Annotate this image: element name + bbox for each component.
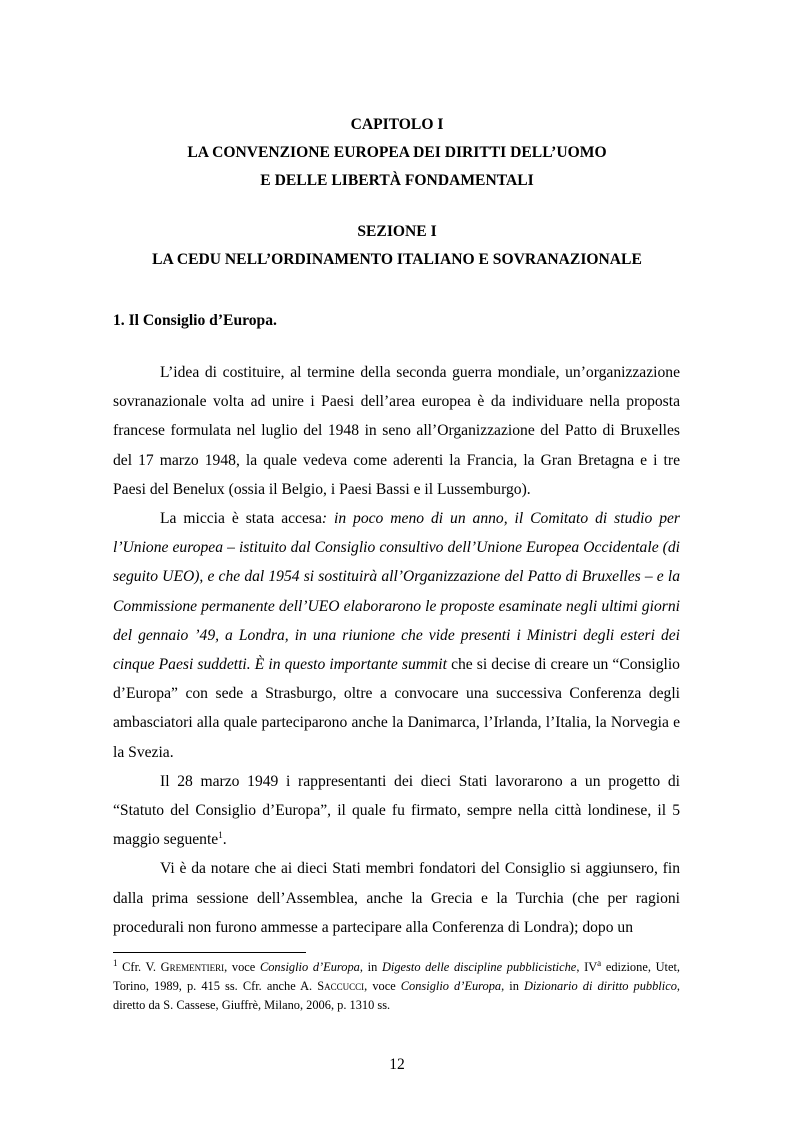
entry-title: Consiglio d’Europa (259, 960, 360, 974)
paragraph-2-part-a: La miccia è stata accesa (160, 510, 322, 528)
section-title: LA CEDU NELL’ORDINAMENTO ITALIANO E SOVRANAZIONALE (152, 251, 642, 268)
paragraph-3-text: Il 28 marzo 1949 i rappresentanti dei dieci Stati lavorarono a un progetto di “Statuto del Consiglio d’Europa”, il quale fu firmato, sempre nella città londinese, il 5 maggio seguente (113, 772, 680, 849)
footnote-text: Cfr. V. G (117, 960, 170, 974)
paragraph-3 (113, 767, 680, 855)
chapter-heading-block (0, 111, 794, 274)
footnote-text: , in (501, 979, 524, 993)
author-grementieri: rementieri (169, 960, 225, 974)
entry-title: Consiglio d’Europa (400, 979, 502, 993)
footnote-text: , voce (364, 979, 401, 993)
footnote-number: 1 (113, 957, 118, 968)
paragraph-2-part-b: : in poco meno di un anno, il Comitato di studio per l’Unione europea – istituito dal Consiglio consultivo dell’Unione Europea Occidentale (di seguito UEO), e che dal 1954 si sostituirà all’Organizzazione del Patto di Bruxelles – e la Commissione permanente dell’UEO elaborarono le proposte esaminate negli ultimi giorni del gennaio ’49, a Londra, in una riunione che vide presenti i Ministri degli esteri dei cinque Paesi suddetti. È in questo importante (113, 510, 680, 674)
footnote-text: edizione, Utet, Torino, 1989, p. 415 ss. Cfr. anche A. S (113, 960, 681, 993)
footnote-1 (113, 958, 680, 1015)
section-label: SEZIONE I (357, 223, 437, 240)
author-saccucci: accucci (324, 979, 365, 993)
footnote-separator (113, 952, 306, 953)
work-title-digesto: Digesto delle discipline pubblicistiche (381, 960, 577, 974)
chapter-title-line-1: LA CONVENZIONE EUROPEA DEI DIRITTI DELL’UOMO (187, 144, 607, 161)
paragraph-2-part-c: che si decise di creare un “Consiglio d’Europa” con sede a Strasburgo, oltre a convocare una successiva Conferenza degli ambasciatori alla quale parteciparono anche la Danimarca, l’Irlanda, l’Italia, la Norvegia e la Svezia. (113, 656, 680, 761)
paragraph-2 (113, 504, 680, 767)
footnote-text: , in (359, 960, 382, 974)
paragraph-4: Vi è da notare che ai dieci Stati membri fondatori del Consiglio si aggiunsero, fin dalla prima sessione dell’Assemblea, anche la Grecia e la Turchia (che per ragioni procedurali non furono ammesse a partecipare alla Conferenza di Londra); dopo un (113, 860, 680, 936)
chapter-title-line-2: E DELLE LIBERTÀ FONDAMENTALI (260, 172, 534, 189)
subsection-title: 1. Il Consiglio d’Europa. (113, 312, 277, 329)
footnote-text: , diretto da S. Cassese, Giuffrè, Milano, 2006, p. 1310 ss. (113, 979, 680, 1012)
footnote-reference-1[interactable]: 1 (218, 830, 223, 841)
chapter-label: CAPITOLO I (350, 116, 444, 133)
footnote-text: , voce (224, 960, 260, 974)
body-text (113, 358, 680, 942)
page-number: 12 (389, 1056, 405, 1073)
paragraph-1: L’idea di costituire, al termine della seconda guerra mondiale, un’organizzazione sovranazionale volta ad unire i Paesi dell’area europea è da individuare nella proposta francese formulata nel luglio del 1948 in seno all’Organizzazione del Patto di Bruxelles del 17 marzo 1948, la quale vedeva come aderenti la Francia, la Gran Bretagna e i tre Paesi del Benelux (ossia il Belgio, i Paesi Bassi e il Lussemburgo). (113, 364, 680, 498)
edition-superscript: a (597, 957, 602, 968)
footnote-text: , IV (576, 960, 598, 974)
work-title-dizionario: Dizionario di diritto pubblico (523, 979, 677, 993)
summit-term: summit (401, 656, 447, 674)
paragraph-3-end: . (222, 831, 227, 849)
